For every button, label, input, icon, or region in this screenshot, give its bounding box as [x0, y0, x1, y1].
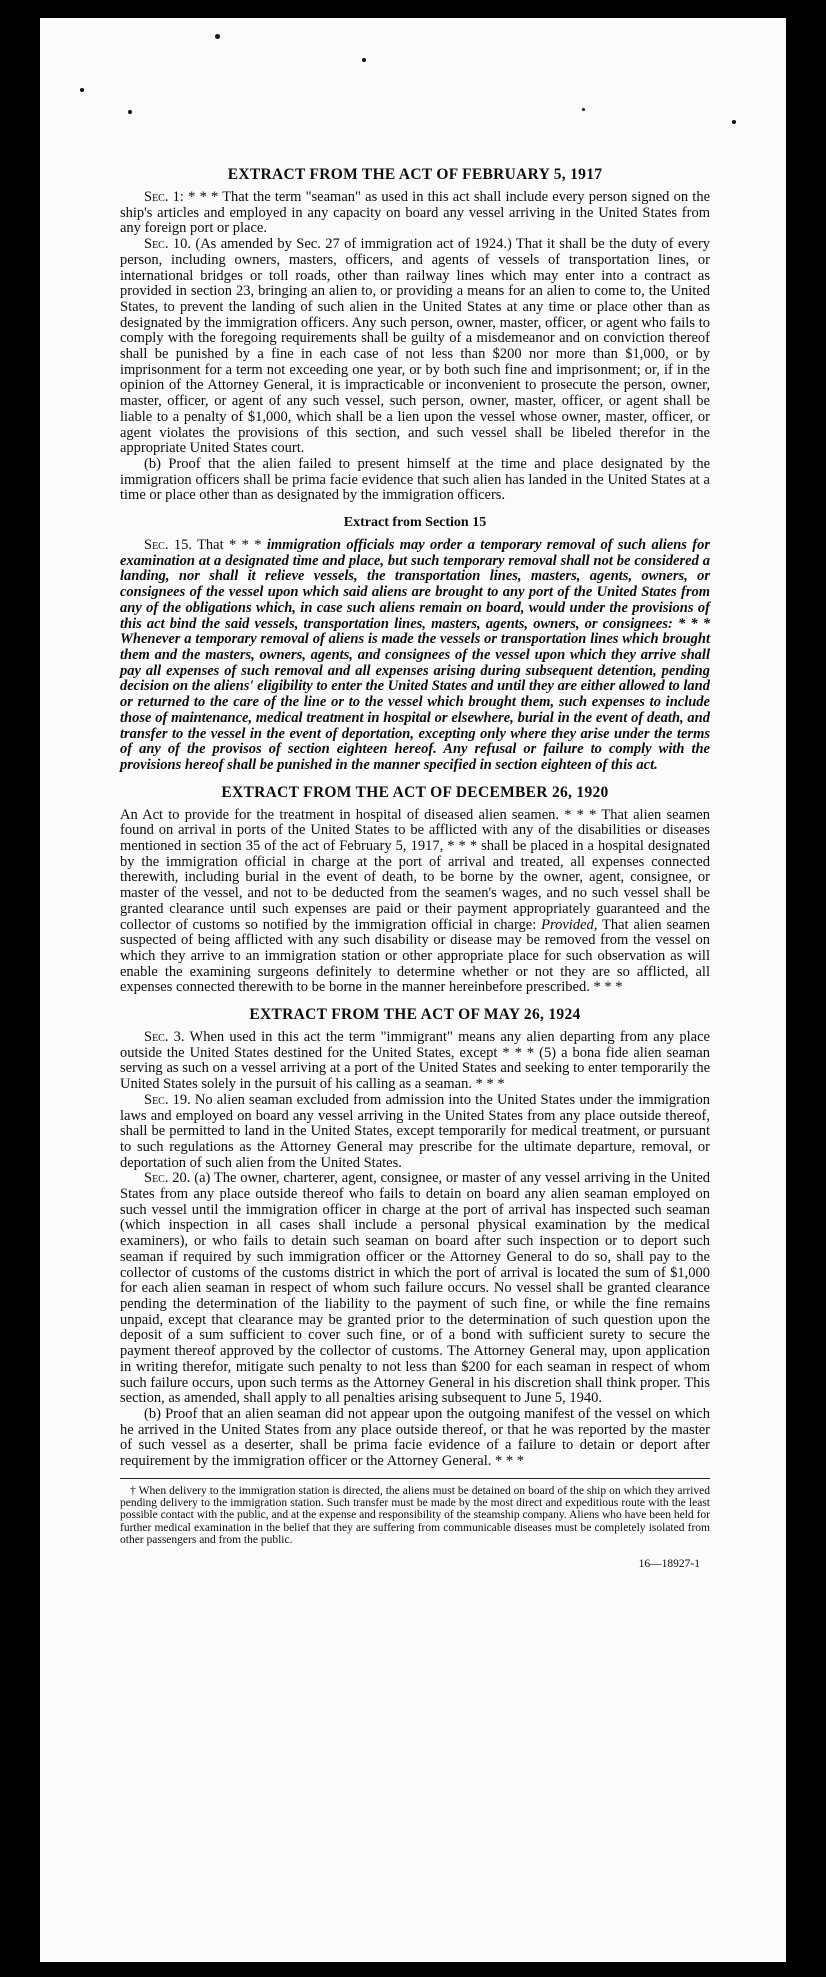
scan-speck — [80, 88, 84, 92]
sec10b-paragraph: (b) Proof that the alien failed to present himself at the time and place designated by the immigration officers shall be prima facie evidence that such alien has landed in the United States at a time or place other than as designated by the immigration officers. — [120, 455, 710, 504]
sec15-lead: That * * * — [197, 537, 262, 554]
sec20-text: (a) The owner, charterer, agent, consignee, or master of any vessel arriving in the United States from any place outside thereof who fails to detain on board any alien seaman employed on such vessel until the immigration officer in charge at the port of arrival has inspected such seaman (which inspection in all cases shall include a personal physical examination by the medical examiners), or who fails to detain such seaman on board after such inspection or to deport such seaman if required by such immigration officer or the Attorney General to do so, shall pay to the collector of customs of the customs district in which the port of arrival is located the sum of $1,000 for each alien seaman in respect of whom such failure occurs. No vessel shall be granted clearance pending the determination of the liability to the payment of such fine, or while the fine remains unpaid, except that clearance may be granted prior to the determination of such question upon the deposit of a sum sufficient to cover such fine, or of a bond with sufficient surety to secure the payment thereof approved by the collector of customs. The Attorney General may, upon application in writing therefor, mitigate such penalty to not less than $200 for each seaman in respect of whom such failure occurs, upon such terms as the Attorney General in his discretion shall think proper. This section, as amended, shall apply to all penalties arising subsequent to June 5, 1940. — [120, 1170, 711, 1407]
sec20-paragraph — [120, 1171, 710, 1407]
scan-speck — [362, 58, 366, 62]
sec3-paragraph — [120, 1030, 710, 1093]
scan-speck — [128, 110, 132, 114]
section-title-dec1920: EXTRACT FROM THE ACT OF DECEMBER 26, 1920 — [221, 783, 609, 801]
section-title-may1924: EXTRACT FROM THE ACT OF MAY 26, 1924 — [249, 1006, 581, 1024]
section-title-sec15: Extract from Section 15 — [343, 515, 487, 531]
sec19-label: Sec. 19. — [144, 1091, 191, 1108]
scan-speck — [732, 120, 736, 124]
form-number: 16—18927-1 — [638, 1558, 700, 1571]
sec20-label: Sec. 20. — [144, 1170, 191, 1187]
sec1-paragraph — [120, 190, 710, 237]
sec20b-paragraph: (b) Proof that an alien seaman did not appear upon the outgoing manifest of the vessel on which he arrived in the United States from any place outside thereof, or that he was reported by the master of such vessel as a deserter, shall be prima facie evidence of a failure to detain or deport after requirement by the immigration officer or the Attorney General. * * * — [120, 1405, 710, 1470]
section-title-feb1917: EXTRACT FROM THE ACT OF FEBRUARY 5, 1917 — [227, 166, 603, 183]
sec15-paragraph — [120, 538, 710, 774]
sec10-label: Sec. 10. — [144, 236, 191, 253]
dec1920-proviso-label: Provided, — [541, 916, 598, 933]
sec1-text: * * * That the term "seaman" as used in this act shall include every person signed on the ship's articles and employed in any capacity on board any vessel arriving in the United States from any foreign port or place. — [120, 189, 710, 237]
scan-speck — [582, 108, 585, 111]
document-page — [40, 18, 786, 1962]
sec19-paragraph — [120, 1093, 710, 1172]
dec1920-text: An Act to provide for the treatment in hospital of diseased alien seamen. * * * That alien seamen found on arrival in ports of the United States to be afflicted with any of the disabilities or diseases mentioned in section 35 of the act of February 5, 1917, * * * shall be placed in a hospital designated by the immigration official in charge at the port of arrival and treated, all expenses connected therewith, including burial in the event of death, to be borne by the owner, agent, consignee, or master of the vessel, and not to be deducted from the seamen's wages, and no such vessel shall be granted clearance until such expenses are paid or their payment appropriately guaranteed and the collector of customs so notified by the immigration official in charge: — [120, 806, 710, 933]
sec15-label: Sec. 15. — [144, 537, 192, 554]
sec10-paragraph — [120, 237, 710, 457]
sec3-text: When used in this act the term "immigrant" means any alien departing from any place outside the United States destined for the United States, except * * * (5) a bona fide alien seaman serving as such on a vessel arriving at a port of the United States and seeking to enter temporarily the United States solely in the pursuit of his calling as a seaman. * * * — [120, 1029, 710, 1093]
dec1920-paragraph — [120, 808, 710, 996]
footnote-text: † When delivery to the immigration station is directed, the aliens must be detained on board of the ship on which they arrived pending delivery to the immigration station. Such transfer must be made by the most direct and expeditious route with the least possible contact with the public, and at the expense and responsibility of the steamship company. Aliens who have been held for further medical examination in the belief that they are suffering from communicable diseases must be completely isolated from other passengers and from the public. — [120, 1484, 710, 1546]
dec1920-proviso: That alien seamen suspected of being afflicted with any such disability or disease may be removed from the vessel on which they arrive to an immigration station or other appropriate place for such observation as will enable the examining surgeons definitely to determine whether or not they are so afflicted, all expenses connected therewith to be borne in the manner hereinbefore prescribed. * * * — [120, 916, 710, 996]
sec10-text: (As amended by Sec. 27 of immigration act of 1924.) That it shall be the duty of every person, including owners, masters, officers, and agents of vessels of transportation lines, or international bridges or toll roads, other than railway lines which may enter into a contract as provided in section 23, bringing an alien to, or providing a means for an alien to come to, the United States, to prevent the landing of such alien in the United States at any time or place other than as designated by the immigration officers. Any such person, owner, master, officer, or agent who fails to comply with the foregoing requirements shall be guilty of a misdemeanor and on conviction thereof shall be punished by a fine in each case of not less than $200 nor more than $1,000, or by imprisonment for a term not exceeding one year, or by both such fine and imprisonment; or, if in the opinion of the Attorney General, it is impracticable or inconvenient to prosecute the person, owner, master, officer, or agent of any such vessel, such person, owner, master, officer, or agent shall be liable to a penalty of $1,000, which shall be a lien upon the vessel whose owner, master, officer, or agent violates the provisions of this section, and such vessel shall be libeled therefor in the appropriate United States court. — [120, 236, 711, 457]
scan-speck — [215, 34, 220, 39]
document-body — [120, 166, 710, 1570]
sec15-text: immigration officials may order a temporary removal of such aliens for examination at a designated time and place, but such temporary removal shall not be considered a landing, nor shall it relieve vessels, the transportation lines, masters, agents, owners, or consignees of the vessel upon which said aliens are brought to any port of the United States from any of the obligations which, in case such aliens remain on board, would under the provisions of this act bind the said vessels, transportation lines, masters, agents, owners, or consignees: * * * Whenever a temporary removal of aliens is made the vessels or transportation lines which brought them and the masters, owners, agents, and consignees of the vessel upon which they arrive shall pay all expenses of such removal and all expenses arising during subsequent detention, pending decision on the aliens' eligibility to enter the United States and until they are either allowed to land or returned to the care of the line or to the vessel which brought them, such expenses to include those of maintenance, medical treatment in hospital or elsewhere, burial in the event of death, and transfer to the vessel in the event of deportation, excepting only where they arise under the terms of any of the provisos of section eighteen hereof. Any refusal or failure to comply with the provisions hereof shall be punished in the manner specified in section eighteen of this act. — [120, 537, 711, 773]
sec1-label: Sec. 1: — [144, 189, 184, 205]
sec19-text: No alien seaman excluded from admission into the United States under the immigration laws and employed on board any vessel arriving in the United States from any place outside thereof, shall be permitted to land in the United States, except temporarily for medical treatment, or pursuant to such regulations as the Attorney General may prescribe for the ultimate departure, removal, or deportation of such alien from the United States. — [120, 1091, 711, 1171]
footnote — [120, 1485, 710, 1546]
sec3-label: Sec. 3. — [144, 1029, 185, 1046]
